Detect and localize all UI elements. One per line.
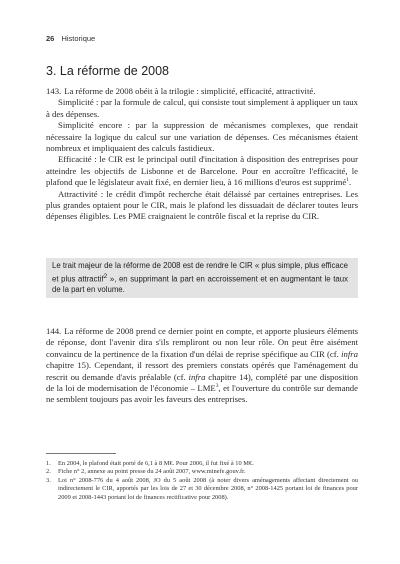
footnote-divider [46, 453, 116, 454]
paragraph-144-body [46, 326, 358, 406]
paragraph-text: Attractivité : le crédit d'impôt recherche était délaissé par certaines entreprises. Les plus grandes optaient pour le CIR, mais le plafond les dissuadait de déclarer toutes leurs dépenses éligibles. Les PME craignaient le contrôle fiscal et la reprise du CIR. [46, 188, 358, 222]
paragraph-text: chapitre 14), complété par une disposition de la loi de modernisation de l'économie – LME [46, 371, 358, 394]
italic-infra: infra [188, 371, 206, 382]
paragraph-text: , et l'ouverture du contrôle sur demande ne semblent toujours pas avoir les faveurs des entreprises. [46, 383, 358, 405]
paragraph-text: Efficacité : le CIR est le principal outil d'incitation à disposition des entreprises pour atteindre les objectifs de Lisbonne et de Barcelone. Pour en accroître l'efficacité, le plafond que le législateur avait fixé, en dernier lieu, à 16 millions d'euros est supprimé [46, 154, 358, 188]
paragraph-143-intro [46, 86, 358, 97]
running-header [46, 34, 95, 43]
paragraph-text: La réforme de 2008 prend ce dernier point en compte, et apporte plusieurs éléments de réponse, dont l'avenir dira s'ils rempliront ou non leur rôle. On peut être aisément convaincu de la pertinence de la fixation d'un délai de reprise spécifique au CIR (cf. [46, 326, 358, 359]
highlight-callout [46, 258, 358, 298]
running-title: Historique [61, 34, 96, 43]
paragraph-number: 144. [46, 326, 62, 336]
paragraph-text: Simplicité : par la formule de calcul, qui consiste tout simplement à appliquer un taux à des dépenses. [46, 97, 358, 119]
footnote-number: 2. [46, 468, 51, 476]
paragraph-text: La réforme de 2008 obéit à la trilogie : simplicité, efficacité, attractivité. [64, 86, 316, 96]
callout-text: », en supprimant la part en accroissement et en augmentant le taux de la part en volume. [52, 274, 349, 294]
footnote-number: 1. [46, 460, 51, 467]
paragraph-144 [46, 326, 358, 406]
italic-infra: infra [341, 348, 358, 359]
footnote [46, 468, 358, 476]
paragraph-text: chapitre 15). Cependant, il ressort des premiers constats opérés que l'aménagement du rescrit ou demande d'avis préalable (cf. [46, 360, 358, 382]
paragraph-text-efficacite [46, 154, 358, 188]
footnote-ref: 2 [103, 272, 108, 280]
footnote-text: En 2004, le plafond était porté de 6,1 à 8 M€. Pour 2006, il fut fixé à 10 M€. [58, 460, 254, 467]
paragraph-143 [46, 86, 358, 223]
footnote-text: Fiche n° 2, annexe au point presse du 24 août 2007, www.minefe.gouv.fr. [58, 468, 246, 476]
section-title: 3. La réforme de 2008 [46, 64, 169, 78]
footnote [46, 460, 358, 468]
footnote-number: 3. [46, 476, 51, 484]
paragraph-text: Simplicité encore : par la suppression de mécanismes complexes, que rendait nécessaire la logique du calcul sur une variation de dépenses. Ces mécanismes étaient nombreux et impliquaient des calculs fastidieux. [46, 120, 358, 154]
footnote-ref: 1 [346, 177, 349, 184]
paragraph-number: 143. [46, 86, 62, 96]
callout-text: Le trait majeur de la réforme de 2008 est de rendre le CIR « plus simple, plus efficace et plus attractif [52, 261, 348, 284]
footnotes [46, 453, 358, 502]
page-number: 26 [46, 34, 55, 43]
footnote [46, 477, 358, 502]
paragraph-text: . [348, 177, 352, 188]
footnote-ref: 3 [215, 383, 219, 390]
footnote-text: Loi n° 2008-776 du 4 août 2008, JO du 5 août 2008 (à noter divers aménagements affectant directement ou indirectement le CIR, apportés par les lois de 27 et 30 décembre 2008, n° 2008-1425 portant loi de finances pour 2009 et 2008-1443 portant loi de finances rectificative pour 2008). [58, 476, 358, 501]
